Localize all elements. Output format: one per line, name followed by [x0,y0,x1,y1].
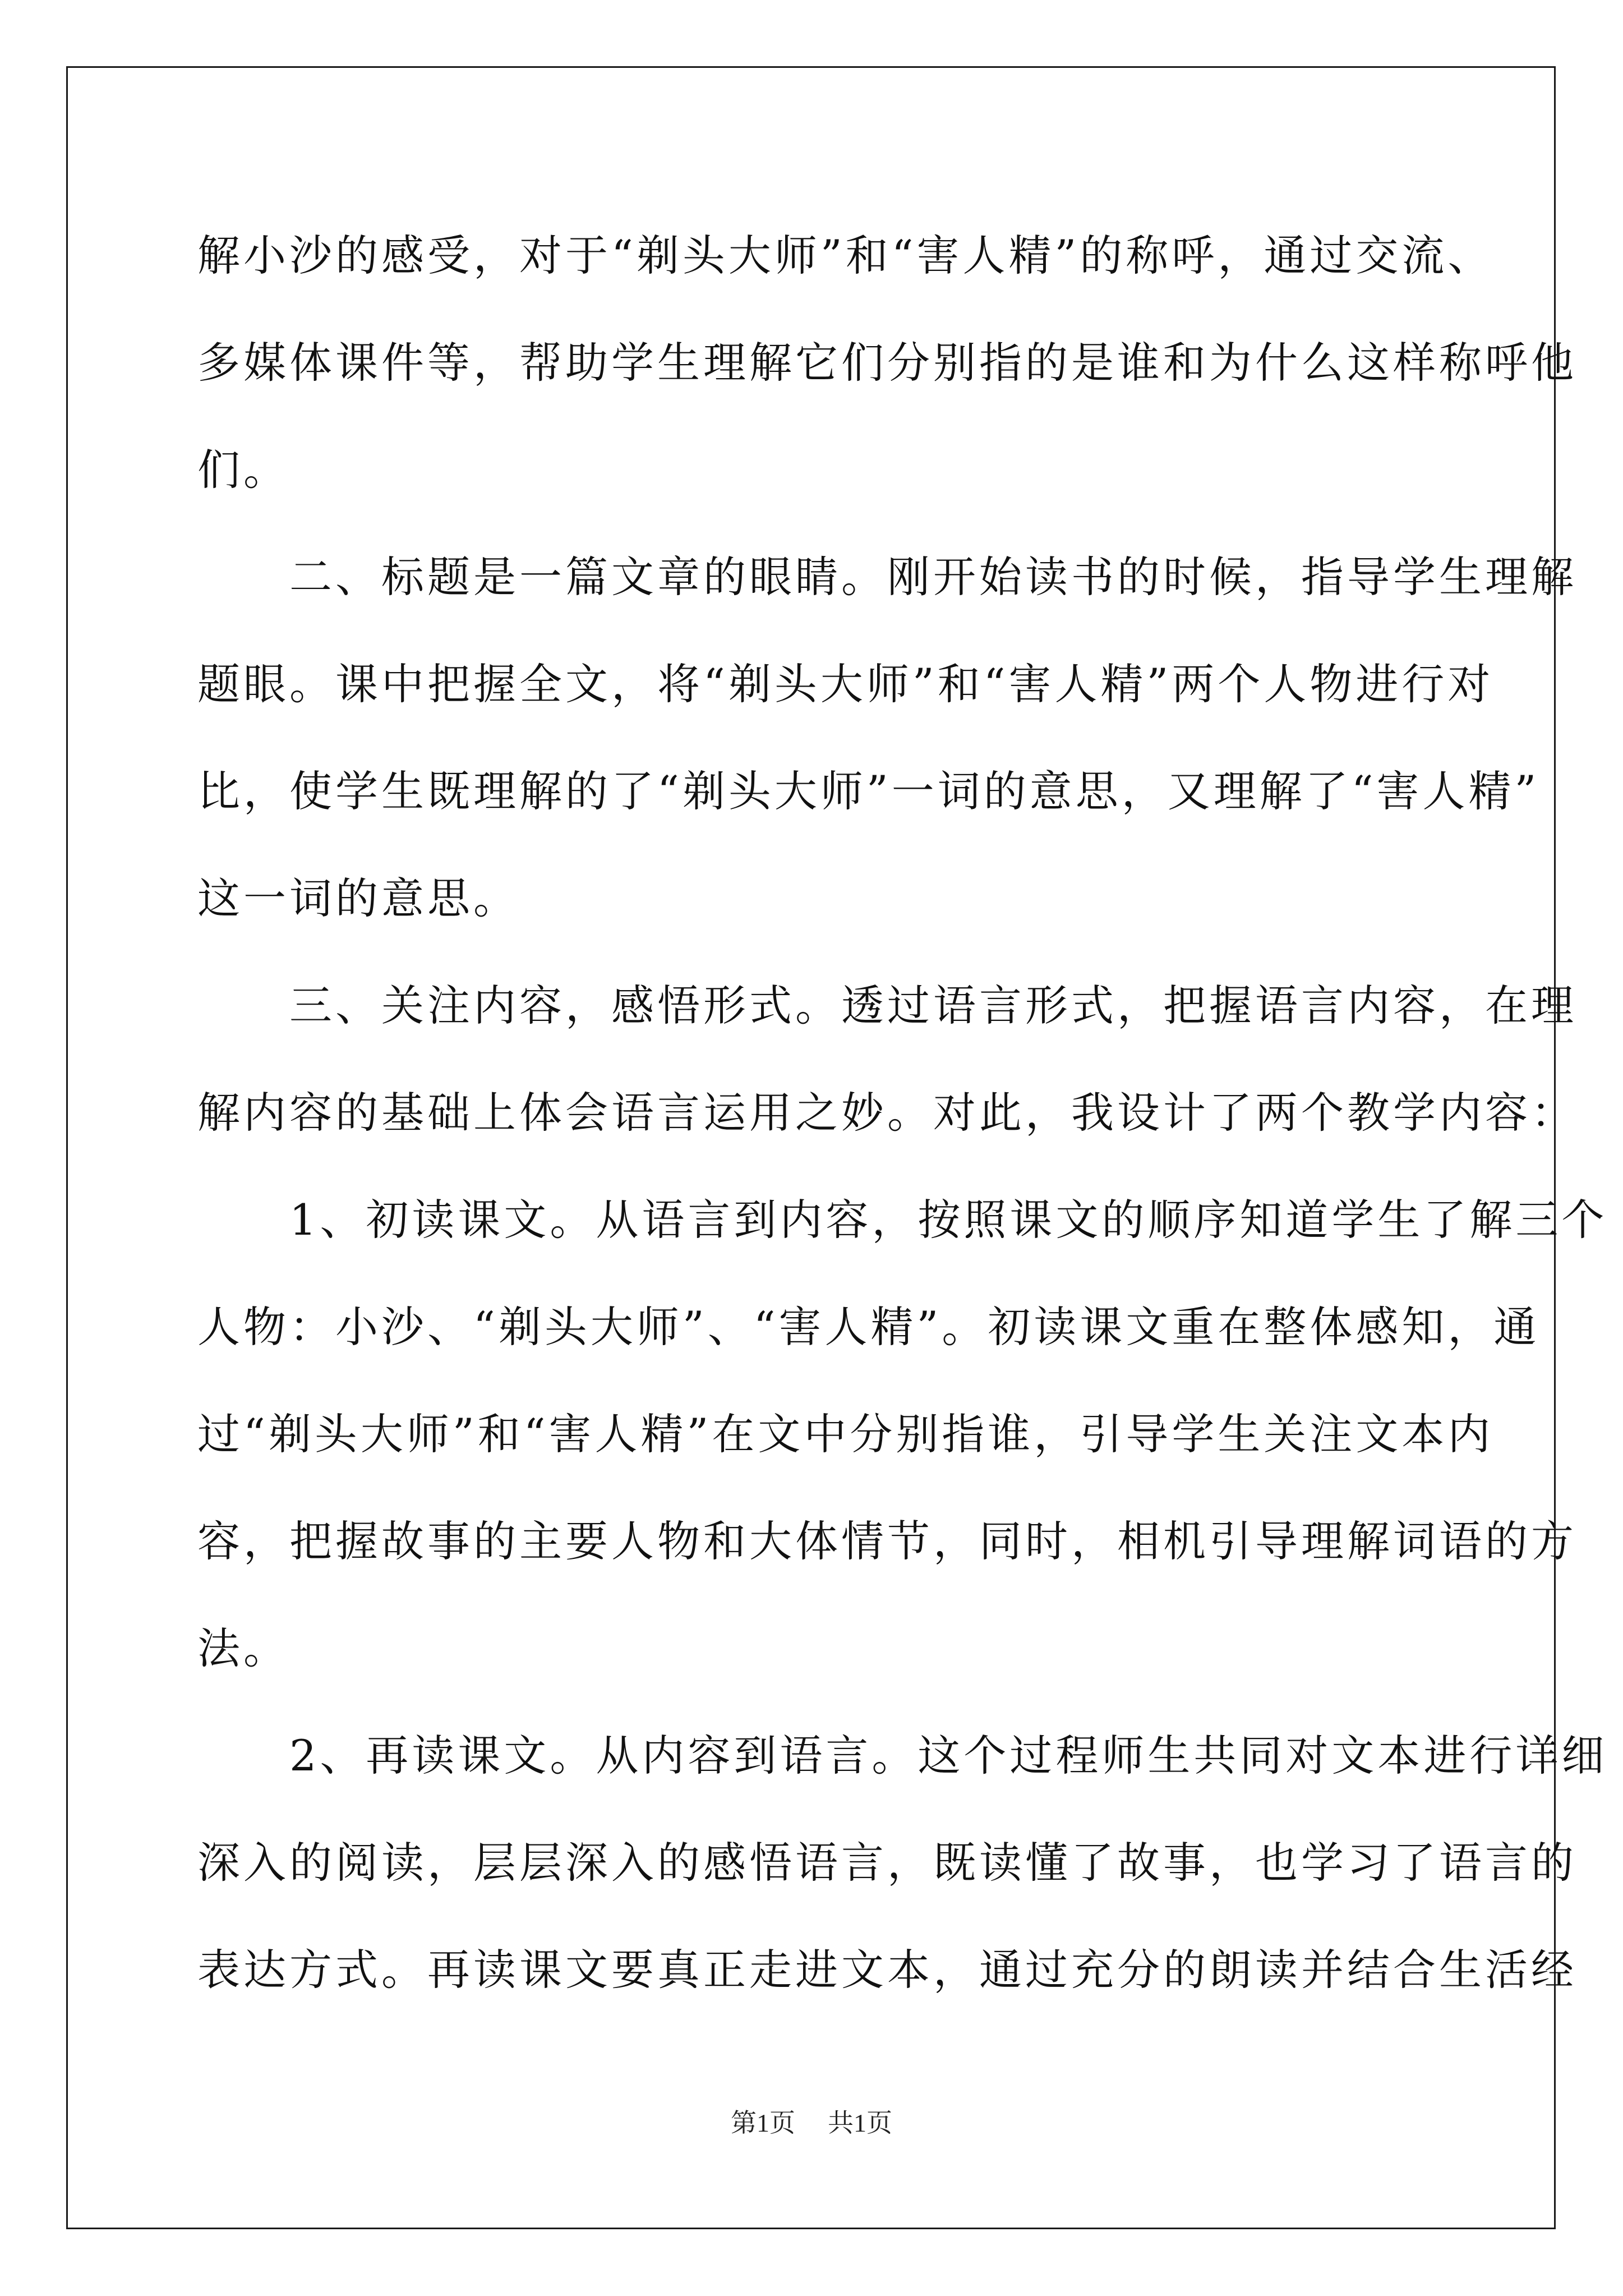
text-line: 人物：小沙、“剃头大师”、“害人精”。初读课文重在整体感知，通 [197,1302,1540,1352]
text-line: 二、标题是一篇文章的眼睛。刚开始读书的时候，指导学生理解 [197,552,1577,602]
text-line: 三、关注内容，感悟形式。透过语言形式，把握语言内容，在理 [197,981,1577,1030]
text-line: 1、初读课文。从语言到内容，按照课文的顺序知道学生了解三个 [197,1195,1608,1245]
page-total: 共1页 [828,2109,892,2137]
text-line: 题眼。课中把握全文，将“剃头大师”和“害人精”两个人物进行对 [197,659,1494,709]
document-body [197,202,1608,2023]
page-number: 第1页 [731,2109,795,2137]
text-line: 多媒体课件等，帮助学生理解它们分别指的是谁和为什么这样称呼他 [197,338,1577,388]
text-line: 容，把握故事的主要人物和大体情节，同时，相机引导理解词语的方 [197,1516,1577,1566]
text-line: 过“剃头大师”和“害人精”在文中分别指谁，引导学生关注文本内 [197,1409,1494,1459]
text-line: 解内容的基础上体会语言运用之妙。对此，我设计了两个教学内容： [197,1088,1577,1138]
text-line: 解小沙的感受，对于“剃头大师”和“害人精”的称呼，通过交流、 [197,231,1494,280]
text-line: 比，使学生既理解的了“剃头大师”一词的意思，又理解了“害人精” [197,766,1540,816]
text-line: 这一词的意思。 [197,873,519,923]
text-line: 表达方式。再读课文要真正走进文本，通过充分的朗读并结合生活经 [197,1945,1577,1995]
text-line: 们。 [197,445,289,495]
text-line: 2、再读课文。从内容到语言。这个过程师生共同对文本进行详细 [197,1731,1608,1780]
page-footer [0,2102,1623,2139]
text-line: 深入的阅读，层层深入的感悟语言，既读懂了故事，也学习了语言的 [197,1838,1577,1888]
text-line: 法。 [197,1623,289,1673]
